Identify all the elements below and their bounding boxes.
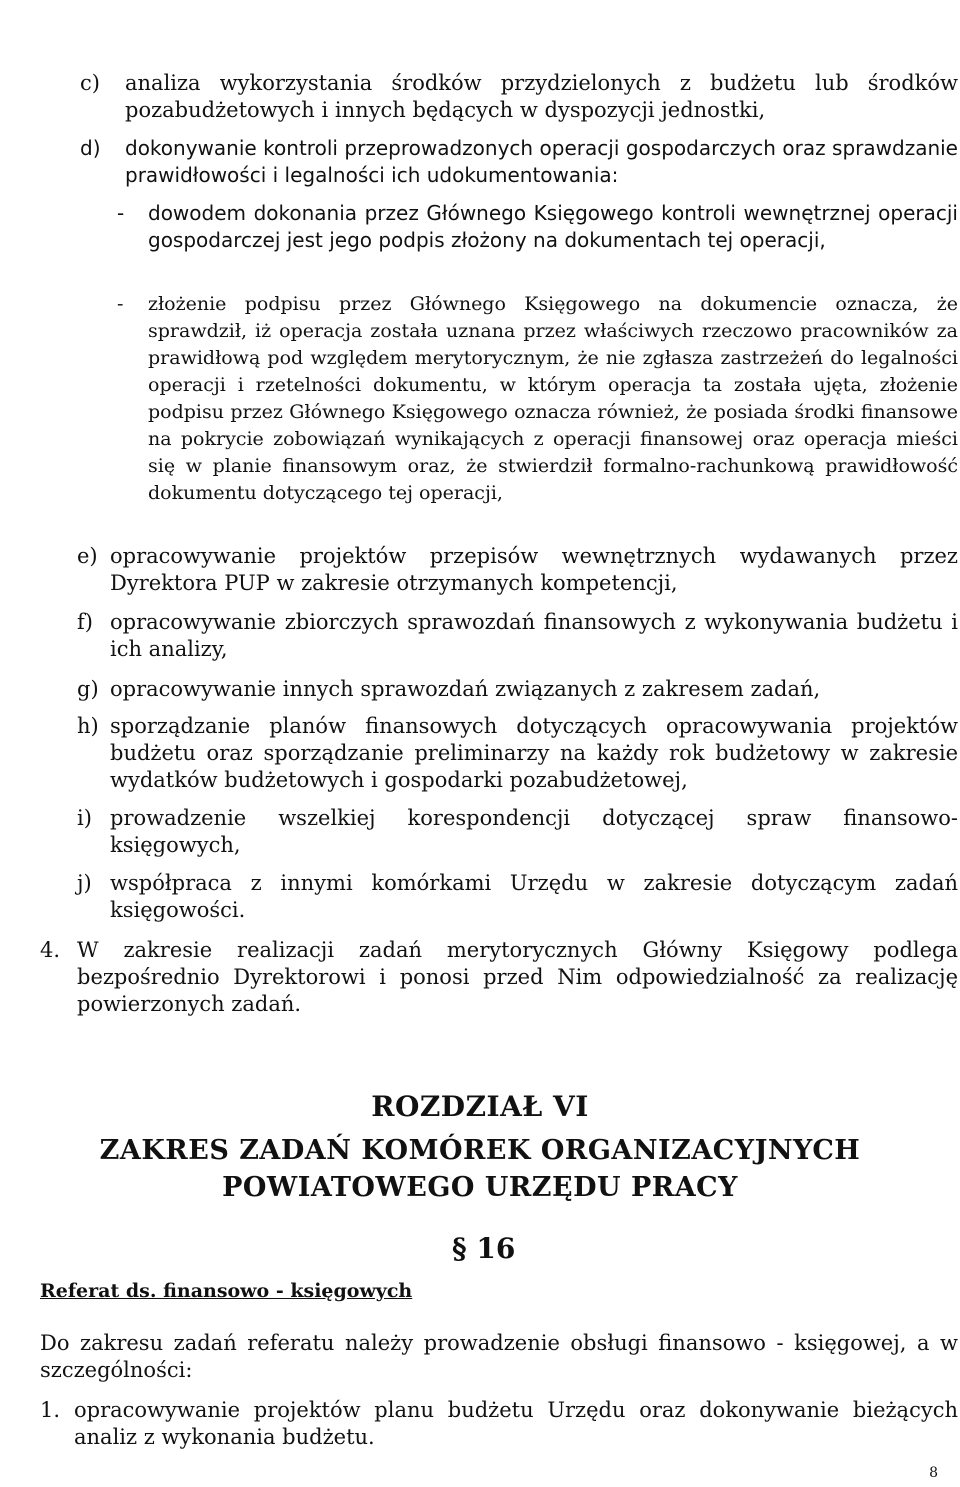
page-number: 8 <box>929 1465 938 1481</box>
chapter-title: ROZDZIAŁ VI <box>371 1090 589 1123</box>
item-text: prowadzenie wszelkiej korespondencji dotyczącej spraw finansowo-księgowych, <box>110 806 958 857</box>
item-label: 1. <box>40 1398 61 1422</box>
list-item <box>80 135 958 189</box>
item-text: złożenie podpisu przez Głównego Księgowego na dokumencie oznacza, że sprawdził, iż operacja została uznana przez właściwych rzeczowo pracowników za prawidłową pod względem merytorycznym, że nie zgłasza zastrzeżeń do legalności operacji i rzetelności dokumentu, w którym operacja ta została ujęta, złożenie podpisu przez Głównego Księgowego oznacza również, że posiada środki finansowe na pokrycie zobowiązań wynikających z operacji finansowej oraz operacja mieści się w planie finansowym oraz, że stwierdził formalno-rachunkową prawidłowość dokumentu dotyczącego tej operacji, <box>148 293 958 504</box>
list-item <box>77 543 958 597</box>
item-label: 4. <box>40 938 61 962</box>
referat-heading: Referat ds. finansowo - księgowych <box>40 1280 413 1302</box>
list-item <box>77 870 958 924</box>
item-label: i) <box>77 806 92 830</box>
item-text: opracowywanie zbiorczych sprawozdań finansowych z wykonywania budżetu i ich analizy, <box>110 610 958 661</box>
item-label: f) <box>77 610 93 634</box>
section-sign: § 16 <box>452 1232 516 1265</box>
item-label: c) <box>80 71 100 95</box>
item-label: d) <box>80 136 101 160</box>
item-text: opracowywanie innych sprawozdań związanych z zakresem zadań, <box>110 677 821 701</box>
list-item <box>77 805 958 859</box>
item-text: dowodem dokonania przez Głównego Księgowego kontroli wewnętrznej operacji gospodarczej jest jego podpis złożony na dokumentach tej operacji, <box>148 201 958 252</box>
intro-paragraph <box>40 1330 958 1384</box>
item-text: współpraca z innymi komórkami Urzędu w zakresie dotyczącym zadań księgowości. <box>110 871 958 922</box>
item-text: W zakresie realizacji zadań merytorycznych Główny Księgowy podlega bezpośrednio Dyrektorowi i ponosi przed Nim odpowiedzialność za realizację powierzonych zadań. <box>77 938 958 1016</box>
item-label: g) <box>77 677 99 701</box>
item-label: - <box>117 201 125 225</box>
intro-text: Do zakresu zadań referatu należy prowadzenie obsługi finansowo - księgowej, a w szczególności: <box>40 1331 958 1382</box>
item-text: analiza wykorzystania środków przydzielonych z budżetu lub środków pozabudżetowych i innych będących w dyspozycji jednostki, <box>125 71 958 122</box>
item-label: - <box>117 293 124 315</box>
item-label: j) <box>77 871 92 895</box>
item-text: opracowywanie projektów planu budżetu Urzędu oraz dokonywanie bieżących analiz z wykonania budżetu. <box>74 1398 958 1449</box>
list-item <box>40 937 958 1018</box>
chapter-subtitle-line2: POWIATOWEGO URZĘDU PRACY <box>222 1172 738 1203</box>
item-text: dokonywanie kontroli przeprowadzonych operacji gospodarczych oraz sprawdzanie prawidłowości i legalności ich udokumentowania: <box>125 136 958 187</box>
list-item <box>117 291 958 507</box>
list-item <box>77 676 958 703</box>
list-item <box>77 609 958 663</box>
item-text: sporządzanie planów finansowych dotyczących opracowywania projektów budżetu oraz sporządzanie preliminarzy na każdy rok budżetowy w zakresie wydatków budżetowych i gospodarki pozabudżetowej, <box>110 714 958 792</box>
list-item <box>77 713 958 794</box>
item-text: opracowywanie projektów przepisów wewnętrznych wydawanych przez Dyrektora PUP w zakresie otrzymanych kompetencji, <box>110 544 958 595</box>
list-item <box>80 70 958 124</box>
item-label: h) <box>77 714 99 738</box>
list-item <box>40 1397 958 1451</box>
list-item <box>117 200 958 254</box>
item-label: e) <box>77 544 98 568</box>
chapter-subtitle-line1: ZAKRES ZADAŃ KOMÓREK ORGANIZACYJNYCH <box>99 1135 861 1166</box>
